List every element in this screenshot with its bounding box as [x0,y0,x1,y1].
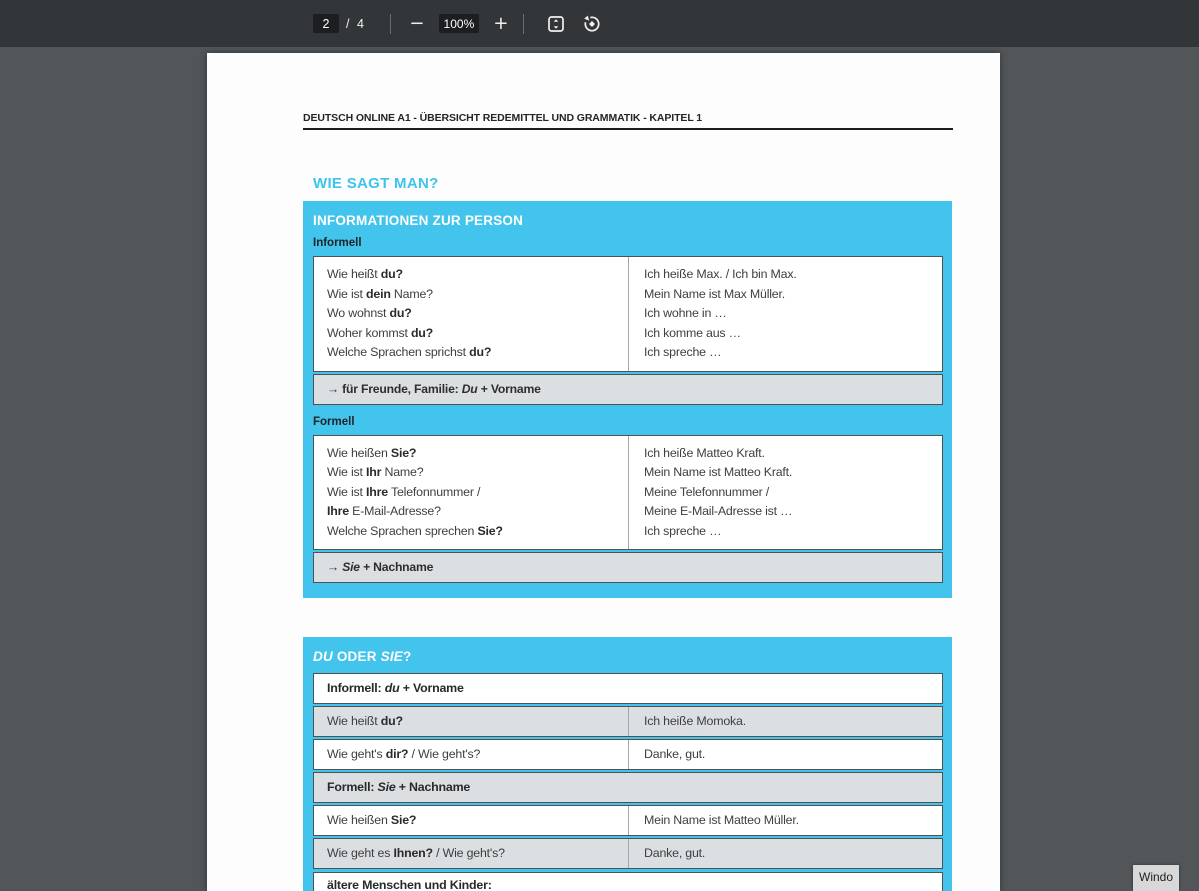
qa-table-informell [313,256,943,372]
section-du-oder-sie [303,637,952,891]
pdf-page [207,53,1000,891]
answer: Ich heiße Max. / Ich bin Max. [644,267,797,281]
page-title: WIE SAGT MAN? [313,175,439,192]
question: Wie geht es Ihnen? / Wie geht's? [314,839,629,868]
zoom-in-button[interactable]: + [489,12,513,36]
group-label-formell: Formell [313,415,355,428]
question: Wie heißen Sie? [327,445,417,460]
answer: Mein Name ist Max Müller. [644,286,785,301]
question-column [314,257,629,371]
answer: Meine Telefonnummer / [644,484,770,499]
page-count-label: / 4 [346,16,366,31]
group-label-informell: Informell [313,237,362,249]
rotate-counterclockwise-icon [582,14,602,34]
answer-column [629,257,942,371]
question: Wie heißt du? [327,267,403,281]
section-informationen-zur-person [303,201,952,598]
answer: Ich wohne in … [644,306,727,320]
answer: Mein Name ist Matteo Müller. [644,813,799,827]
note-row-formell: → Sie + Nachname [313,552,943,583]
question: Wie ist Ihre Telefonnummer / [327,484,481,499]
table-row [313,838,943,869]
fit-to-page-button[interactable] [544,12,568,36]
toolbar-controls [313,0,604,47]
answer: Mein Name ist Matteo Kraft. [644,465,793,479]
answer: Danke, gut. [644,846,706,860]
question-column [314,436,629,550]
question: Wie ist dein Name? [327,286,433,301]
answer: Ich spreche … [644,523,722,538]
answer: Ich heiße Matteo Kraft. [644,445,765,460]
question: Wie ist Ihr Name? [327,465,424,479]
os-tooltip: Windo [1133,865,1179,891]
zoom-out-button[interactable]: − [405,12,429,36]
document-header: DEUTSCH ONLINE A1 - ÜBERSICHT REDEMITTEL UND GRAMMATIK - KAPITEL 1 [303,112,953,130]
toolbar-divider [523,14,524,34]
table-row: ältere Menschen und Kinder: [313,872,943,891]
question: Woher kommst du? [327,325,434,340]
table-row [313,739,943,770]
qa-table-formell [313,435,943,551]
table-row [313,805,943,836]
answer: Ich komme aus … [644,325,741,340]
rotate-counterclockwise-button[interactable] [580,12,604,36]
section-title: INFORMATIONEN ZUR PERSON [313,213,524,228]
page-number-input[interactable] [313,14,339,33]
table-row [313,706,943,737]
du-sie-table [313,673,943,891]
question: Wo wohnst du? [327,306,412,320]
answer: Ich spreche … [644,345,722,359]
question: Ihre E-Mail-Adresse? [327,504,441,518]
question: Wie heißt du? [314,707,629,736]
pdf-toolbar [0,0,1199,47]
pdf-scroll-area[interactable] [0,47,1199,891]
answer: Danke, gut. [644,747,706,761]
fit-to-page-icon [546,14,566,34]
answer-column [629,436,942,550]
zoom-level-input[interactable] [439,14,479,33]
section-title: DU ODER SIE? [313,649,412,664]
table-row: Formell: Sie + Nachname [313,772,943,803]
table-row: Informell: du + Vorname [313,673,943,704]
toolbar-divider [390,14,391,34]
question: Wie heißen Sie? [314,806,629,835]
question: Welche Sprachen sprichst du? [327,345,492,359]
question: Wie geht's dir? / Wie geht's? [314,740,629,769]
answer: Ich heiße Momoka. [644,714,746,728]
answer: Meine E-Mail-Adresse ist … [644,504,793,518]
note-row-informell: → für Freunde, Familie: Du + Vorname [313,374,943,405]
question: Welche Sprachen sprechen Sie? [327,523,503,538]
